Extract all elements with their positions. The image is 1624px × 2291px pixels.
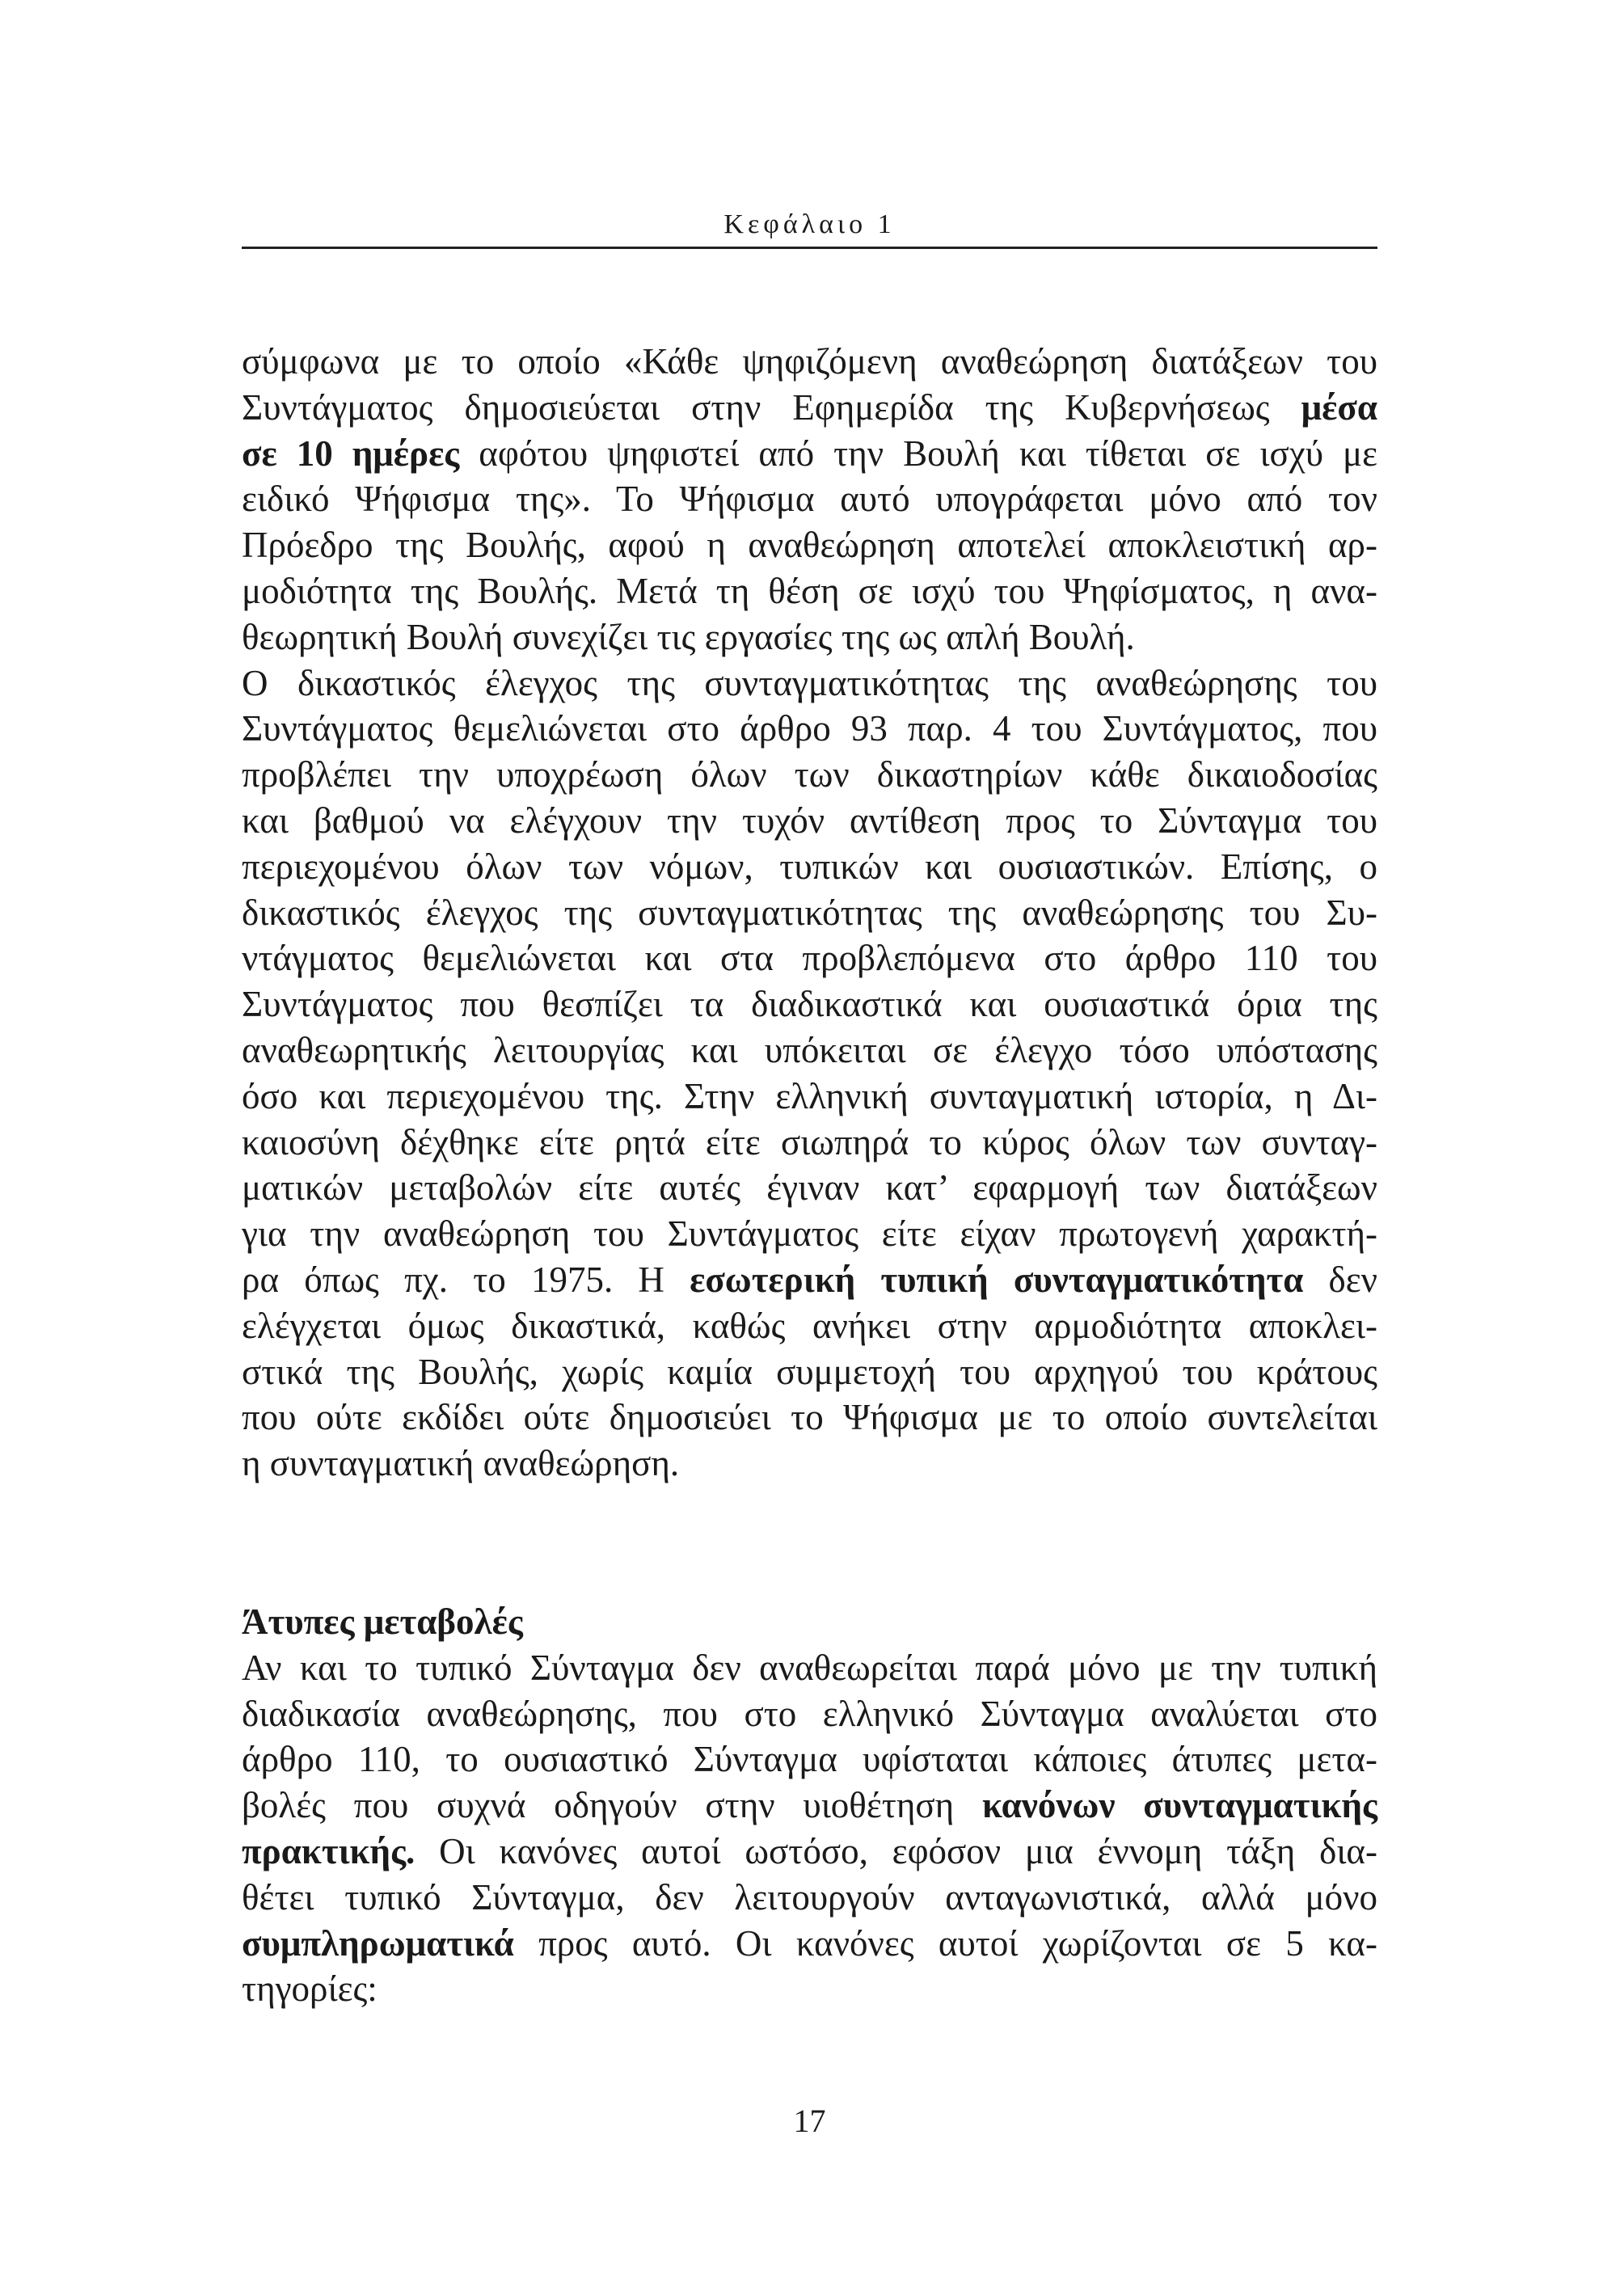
text-run: Πρόεδρο της Βουλής, αφού η αναθεώρηση αποτελεί αποκλειστική αρ- xyxy=(242,525,1377,566)
text-run: Συντάγματος που θεσπίζει τα διαδικαστικά και ουσιαστικά όρια της xyxy=(242,984,1377,1025)
text-run: αφότου ψηφιστεί από την Βουλή και τίθεται σε ισχύ με xyxy=(459,432,1377,474)
text-run: που ούτε εκδίδει ούτε δημοσιεύει το Ψήφισμα με το οποίο συντελείται xyxy=(242,1397,1377,1438)
text-line xyxy=(242,1120,1377,1166)
section-atypes-metaboles xyxy=(242,1599,1377,2012)
text-line xyxy=(242,1165,1377,1211)
text-run: τηγορίες: xyxy=(242,1968,378,2010)
text-line xyxy=(242,1441,1377,1487)
text-run: ελέγχεται όμως δικαστικά, καθώς ανήκει στην αρμοδιότητα αποκλει- xyxy=(242,1305,1377,1346)
text-line xyxy=(242,890,1377,936)
text-run: περιεχομένου όλων των νόμων, τυπικών και ουσιαστικών. Επίσης, ο xyxy=(242,846,1377,887)
text-run: θεωρητική Βουλή συνεχίζει τις εργασίες της ως απλή Βουλή. xyxy=(242,616,1135,657)
text-line xyxy=(242,1829,1377,1875)
header-rule xyxy=(242,247,1377,249)
text-line xyxy=(242,981,1377,1027)
text-run: αναθεωρητικής λειτουργίας και υπόκειται σε έλεγχο τόσο υπόστασης xyxy=(242,1029,1377,1070)
text-line xyxy=(242,1257,1377,1303)
bold-text: εσωτερική τυπική συνταγματικότητα xyxy=(690,1259,1304,1300)
text-line xyxy=(242,1027,1377,1074)
text-line xyxy=(242,339,1377,385)
text-line xyxy=(242,844,1377,890)
text-line xyxy=(242,1074,1377,1120)
text-run: μοδιότητα της Βουλής. Μετά τη θέση σε ισχύ του Ψηφίσματος, η ανα- xyxy=(242,570,1377,611)
text-line xyxy=(242,614,1377,660)
bold-text: Άτυπες μεταβολές xyxy=(242,1601,523,1642)
page-number: 17 xyxy=(793,2103,826,2139)
bold-text: κανόνων συνταγματικής xyxy=(981,1785,1377,1826)
text-line xyxy=(242,1211,1377,1257)
text-line xyxy=(242,1349,1377,1395)
text-run: για την αναθεώρηση του Συντάγματος είτε είχαν πρωτογενή χαρακτή- xyxy=(242,1213,1377,1255)
text-run: δικαστικός έλεγχος της συνταγματικότητας της αναθεώρησης του Συ- xyxy=(242,892,1377,933)
text-run: θέτει τυπικό Σύνταγμα, δεν λειτουργούν ανταγωνιστικά, αλλά μόνο xyxy=(242,1876,1377,1918)
text-run: Ο δικαστικός έλεγχος της συνταγματικότητας της αναθεώρησης του xyxy=(242,662,1377,703)
text-run: στικά της Βουλής, χωρίς καμία συμμετοχή του αρχηγού του κράτους xyxy=(242,1351,1377,1392)
bold-text: μέσα xyxy=(1301,386,1377,428)
text-line xyxy=(242,1783,1377,1829)
bold-text: πρακτικής. xyxy=(242,1830,415,1871)
text-run: προβλέπει την υποχρέωση όλων των δικαστηρίων κάθε δικαιοδοσίας xyxy=(242,754,1377,795)
text-run: βολές που συχνά οδηγούν στην υιοθέτηση xyxy=(242,1785,982,1826)
text-run: ρα όπως πχ. το 1975. Η xyxy=(242,1259,690,1300)
text-line xyxy=(242,752,1377,798)
text-line xyxy=(242,1303,1377,1349)
text-line xyxy=(242,431,1377,477)
text-run: ειδικό Ψήφισμα της». Το Ψήφισμα αυτό υπογράφεται μόνο από τον xyxy=(242,479,1377,520)
text-run: ματικών μεταβολών είτε αυτές έγιναν κατ’ εφαρμογή των διατάξεων xyxy=(242,1167,1377,1209)
text-line xyxy=(242,1394,1377,1441)
bold-text: σε 10 ημέρες xyxy=(242,432,460,474)
text-run: Οι κανόνες αυτοί ωστόσο, εφόσον μια έννομη τάξη δια- xyxy=(415,1830,1377,1871)
text-line xyxy=(242,522,1377,568)
text-run: και βαθμού να ελέγχουν την τυχόν αντίθεση προς το Σύνταγμα του xyxy=(242,800,1377,841)
text-run: Συντάγματος δημοσιεύεται στην Εφημερίδα της Κυβερνήσεως xyxy=(242,386,1301,428)
text-line xyxy=(242,385,1377,431)
text-line xyxy=(242,706,1377,752)
text-line xyxy=(242,1645,1377,1691)
text-line xyxy=(242,568,1377,614)
text-run: δεν xyxy=(1303,1259,1377,1300)
text-line xyxy=(242,798,1377,844)
text-run: διαδικασία αναθεώρησης, που στο ελληνικό Σύνταγμα αναλύεται στο xyxy=(242,1693,1377,1734)
text-line xyxy=(242,1966,1377,2012)
text-run: όσο και περιεχομένου της. Στην ελληνική συνταγματική ιστορία, η Δι- xyxy=(242,1075,1377,1116)
bold-text: συμπληρωματικά xyxy=(242,1922,514,1964)
running-header: Κεφάλαιο 1 xyxy=(723,209,896,239)
text-run: η συνταγματική αναθεώρηση. xyxy=(242,1443,680,1484)
text-run: Αν και το τυπικό Σύνταγμα δεν αναθεωρείται παρά μόνο με την τυπική xyxy=(242,1647,1377,1688)
text-run: καιοσύνη δέχθηκε είτε ρητά είτε σιωπηρά το κύρος όλων των συνταγ- xyxy=(242,1121,1377,1162)
text-run: άρθρο 110, το ουσιαστικό Σύνταγμα υφίσταται κάποιες άτυπες μετα- xyxy=(242,1739,1377,1780)
text-run: Συντάγματος θεμελιώνεται στο άρθρο 93 παρ. 4 του Συντάγματος, που xyxy=(242,708,1377,749)
text-run: προς αυτό. Οι κανόνες αυτοί χωρίζονται σε 5 κα- xyxy=(513,1922,1377,1964)
text-line xyxy=(242,935,1377,981)
text-line xyxy=(242,476,1377,522)
text-line xyxy=(242,1875,1377,1921)
text-line xyxy=(242,1599,1377,1645)
text-run: ντάγματος θεμελιώνεται και στα προβλεπόμενα στο άρθρο 110 του xyxy=(242,938,1377,979)
text-run: σύμφωνα με το οποίο «Κάθε ψηφιζόμενη αναθεώρηση διατάξεων του xyxy=(242,341,1377,382)
text-line xyxy=(242,1921,1377,1967)
text-line xyxy=(242,1736,1377,1783)
body-text xyxy=(242,339,1377,1487)
text-line xyxy=(242,1691,1377,1737)
text-line xyxy=(242,660,1377,707)
